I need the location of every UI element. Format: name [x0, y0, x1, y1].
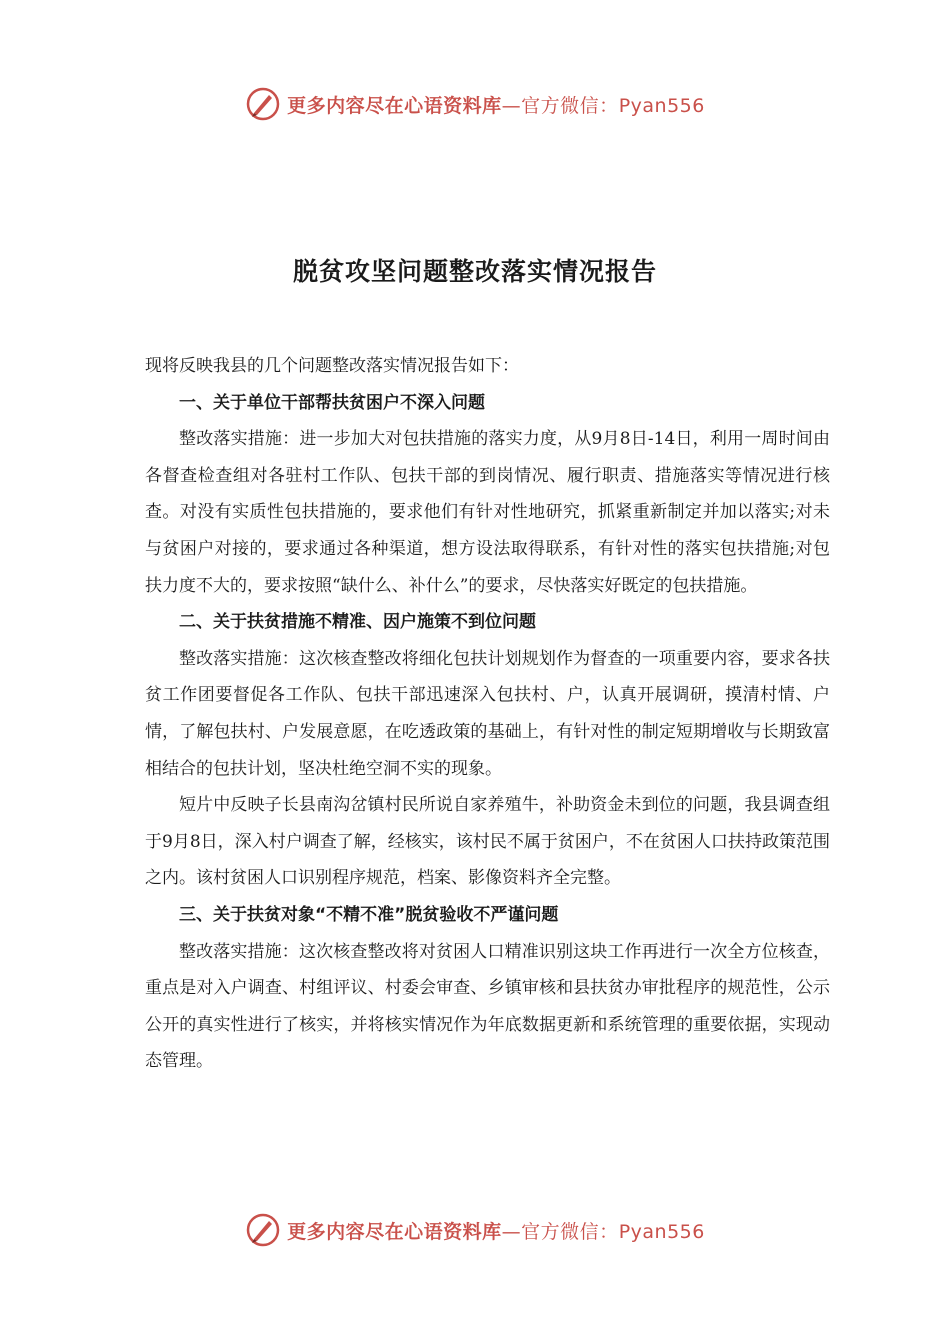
footer-banner [0, 1208, 950, 1252]
document-title: 脱贫攻坚问题整改落实情况报告 [292, 257, 657, 286]
banner-dash: — [501, 94, 522, 117]
banner-brand: 更多内容尽在心语资料库 [287, 94, 502, 117]
quill-logo-icon [245, 86, 281, 122]
banner-wechat-id: Pyan556 [618, 94, 705, 117]
banner-brand: 更多内容尽在心语资料库 [287, 1220, 502, 1243]
header-banner [0, 82, 950, 126]
banner-dash: — [501, 1220, 522, 1243]
section-3-paragraph-1: 整改落实措施：这次核查整改将对贫困人口精准识别这块工作再进行一次全方位核查，重点是对入户调查、村组评议、村委会审查、乡镇审核和县扶贫办审批程序的规范性，公示公开的真实性进行了核实，并将核实情况作为年底数据更新和系统管理的重要依据，实现动态管理。 [145, 941, 830, 1072]
section-1-paragraph-1: 整改落实措施：进一步加大对包扶措施的落实力度，从9月8日-14日，利用一周时间由各督查检查组对各驻村工作队、包扶干部的到岗情况、履行职责、措施落实等情况进行核查。对没有实质性包扶措施的，要求他们有针对性地研究，抓紧重新制定并加以落实;对未与贫困户对接的，要求通过各种渠道，想方设法取得联系，有针对性的落实包扶措施;对包扶力度不大的，要求按照“缺什么、补什么”的要求，尽快落实好既定的包扶措施。 [145, 429, 830, 596]
header-banner-text [287, 91, 705, 118]
banner-wechat-label: 官方微信： [521, 94, 619, 117]
section-2-heading: 二、关于扶贫措施不精准、因户施策不到位问题 [179, 612, 536, 633]
banner-wechat-id: Pyan556 [618, 1220, 705, 1243]
footer-banner-text [287, 1217, 705, 1244]
quill-logo-icon [245, 1212, 281, 1248]
section-2-paragraph-2: 短片中反映子长县南沟岔镇村民所说自家养殖牛，补助资金未到位的问题，我县调查组于9月8日，深入村户调查了解，经核实，该村民不属于贫困户，不在贫困人口扶持政策范围之内。该村贫困人口识别程序规范，档案、影像资料齐全完整。 [145, 795, 830, 889]
section-1-heading: 一、关于单位干部帮扶贫困户不深入问题 [179, 392, 485, 413]
banner-wechat-label: 官方微信： [521, 1220, 619, 1243]
section-3-heading: 三、关于扶贫对象“不精不准”脱贫验收不严谨问题 [179, 904, 559, 925]
document-body [145, 348, 830, 1080]
intro-paragraph: 现将反映我县的几个问题整改落实情况报告如下： [145, 356, 519, 376]
section-2-paragraph-1: 整改落实措施：这次核查整改将细化包扶计划规划作为督查的一项重要内容，要求各扶贫工作团要督促各工作队、包扶干部迅速深入包扶村、户，认真开展调研，摸清村情、户情，了解包扶村、户发展意愿，在吃透政策的基础上，有针对性的制定短期增收与长期致富相结合的包扶计划，坚决杜绝空洞不实的现象。 [145, 648, 830, 779]
